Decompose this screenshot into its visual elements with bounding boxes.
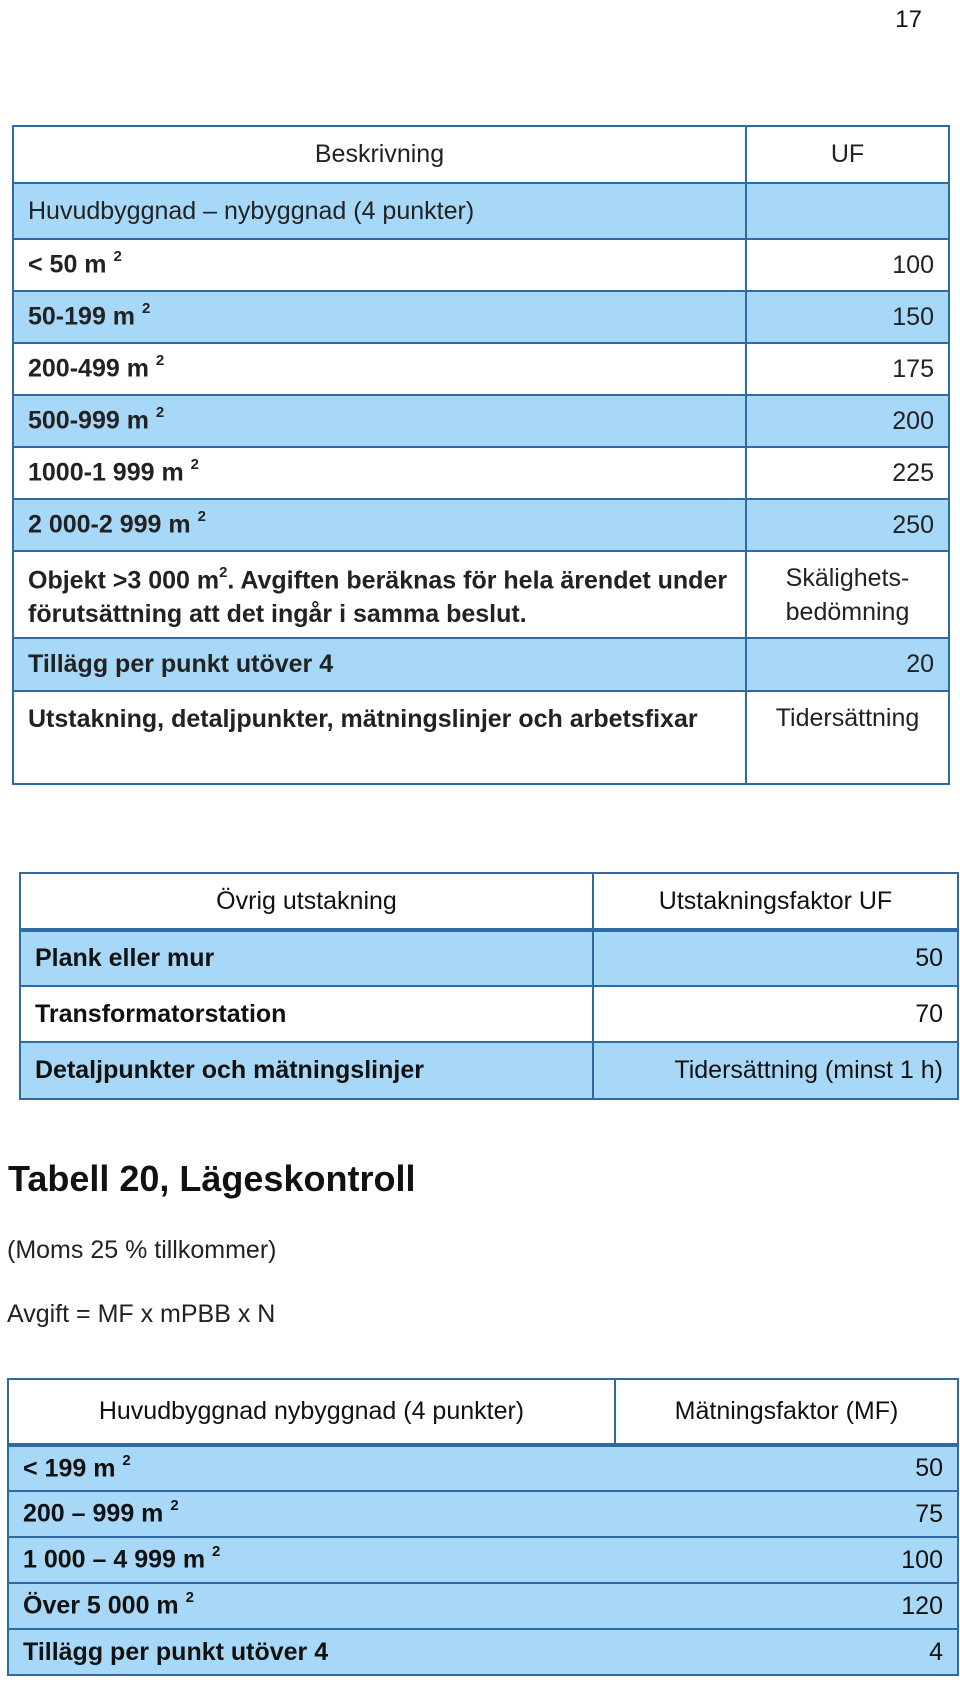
section-title-row [13,183,949,239]
row-value: 50 [593,930,958,986]
table-row [13,499,949,551]
table-row [20,986,958,1042]
table-row [8,1629,958,1675]
table-row [13,343,949,395]
row-label: 50-199 m $^2$ [13,291,746,343]
row-label: Plank eller mur [20,930,593,986]
row-value: 100 [746,239,949,291]
row-value: 50 [615,1445,958,1491]
row-value: 4 [615,1629,958,1675]
row-label: Detaljpunkter och mätningslinjer [20,1042,593,1099]
row-value: 225 [746,447,949,499]
row-label: 200 – 999 m $^2$ [8,1491,615,1537]
table-row [13,239,949,291]
row-label: < 199 m $^2$ [8,1445,615,1491]
header-matningsfaktor: Mätningsfaktor (MF) [615,1379,958,1445]
table-row [8,1537,958,1583]
header-ovrig-utstakning: Övrig utstakning [20,873,593,930]
header-description: Beskrivning [13,126,746,183]
row-label: 2 000-2 999 m $^2$ [13,499,746,551]
header-utstakningsfaktor: Utstakningsfaktor UF [593,873,958,930]
tillagg-row [13,638,949,691]
utstakning-row [13,691,949,784]
utstakning-value: Tidersättning [746,691,949,784]
section-heading: Tabell 20, Lägeskontroll [8,1158,416,1199]
section-title: Huvudbyggnad – nybyggnad (4 punkter) [13,183,746,239]
table-row [13,447,949,499]
fee-formula: Avgift = MF x mPBB x N [7,1300,276,1328]
row-label: 500-999 m $^2$ [13,395,746,447]
moms-note: (Moms 25 % tillkommer) [7,1236,277,1264]
header-huvudbyggnad: Huvudbyggnad nybyggnad (4 punkter) [8,1379,615,1445]
objekt-label: Objekt >3 000 $m^2$. Avgiften beräknas för hela ärendet under förutsättning att det ingår i samma beslut. [13,551,746,638]
row-label: Över 5 000 m $^2$ [8,1583,615,1629]
table-row [13,395,949,447]
table-row [8,1445,958,1491]
row-value: Tidersättning (minst 1 h) [593,1042,958,1099]
header-uf: UF [746,126,949,183]
row-value: 120 [615,1583,958,1629]
row-label: Transformatorstation [20,986,593,1042]
utstakning-label: Utstakning, detaljpunkter, mätningslinjer och arbetsfixar [13,691,746,784]
row-label: 1 000 – 4 999 m $^2$ [8,1537,615,1583]
row-label: < 50 m $^2$ [13,239,746,291]
page-number: 17 [895,6,922,33]
fee-table-new-building [12,125,950,785]
row-value: 200 [746,395,949,447]
row-label: 1000-1 999 m $^2$ [13,447,746,499]
row-value: 175 [746,343,949,395]
other-staking-table [19,872,959,1100]
row-label: 200-499 m $^2$ [13,343,746,395]
objekt-value: Skälighets- bedömning [746,551,949,638]
position-check-table [7,1378,959,1676]
row-value: 75 [615,1491,958,1537]
table-header-row [20,873,958,930]
table-row [13,291,949,343]
tillagg-value: 20 [746,638,949,691]
row-value: 150 [746,291,949,343]
table-row [20,930,958,986]
row-value: 250 [746,499,949,551]
row-value: 100 [615,1537,958,1583]
objekt-row [13,551,949,638]
row-label: Tillägg per punkt utöver 4 [8,1629,615,1675]
table-header-row [13,126,949,183]
row-value: 70 [593,986,958,1042]
table-row [8,1583,958,1629]
tillagg-label: Tillägg per punkt utöver 4 [13,638,746,691]
table-header-row [8,1379,958,1445]
table-row [20,1042,958,1099]
table-row [8,1491,958,1537]
